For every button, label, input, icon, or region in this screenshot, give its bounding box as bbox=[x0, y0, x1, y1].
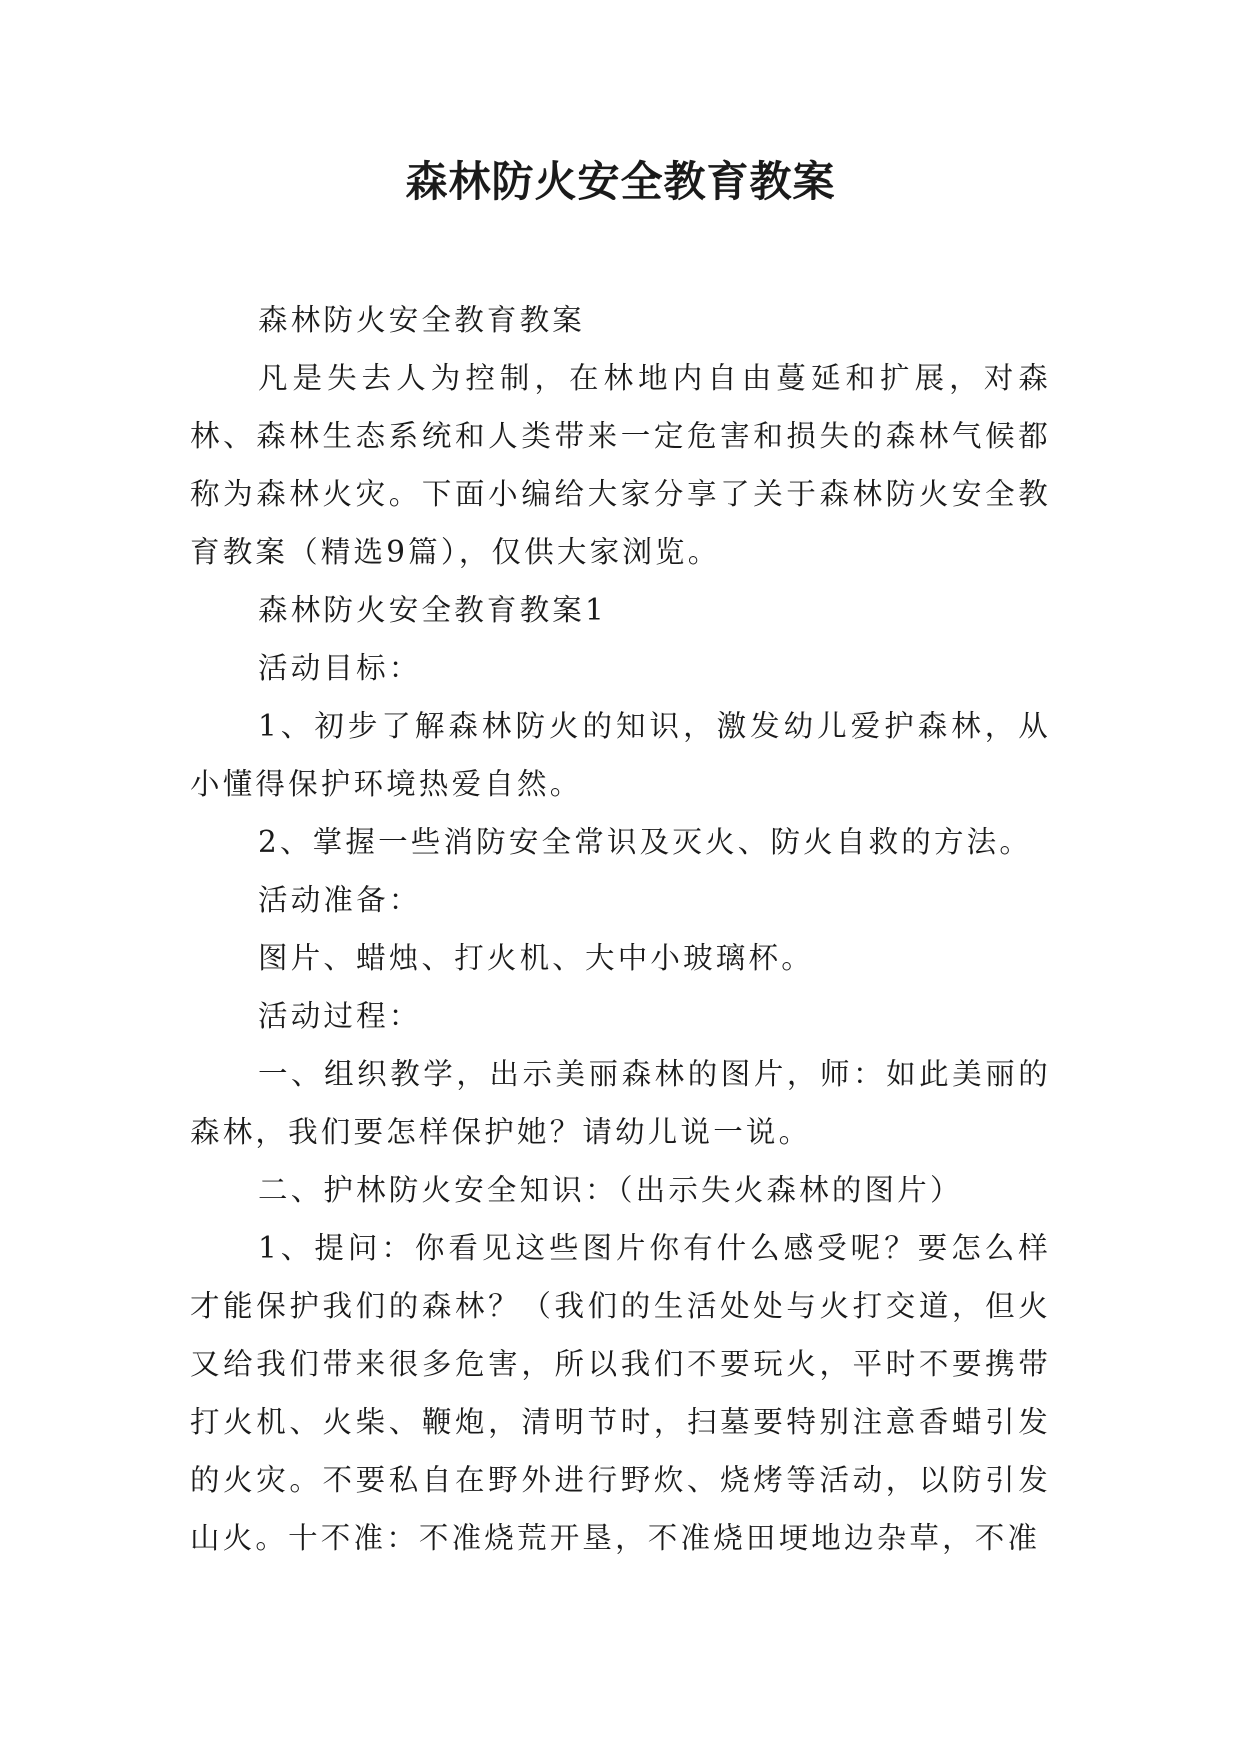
paragraph-step-2: 二、护林防火安全知识：（出示失火森林的图片） bbox=[258, 1173, 963, 1207]
paragraph-preparation-items: 图片、蜡烛、打火机、大中小玻璃杯。 bbox=[258, 941, 814, 975]
paragraph-subtitle: 森林防火安全教育教案 bbox=[258, 303, 586, 337]
paragraph-preparation-heading: 活动准备： bbox=[258, 883, 422, 917]
document-body bbox=[190, 291, 1051, 1567]
paragraph-goal-1: 1、初步了解森林防火的知识，激发幼儿爱护森林，从小懂得保护环境热爱自然。 bbox=[190, 709, 1051, 801]
paragraph-step-1: 一、组织教学，出示美丽森林的图片，师：如此美丽的森林，我们要怎样保护她？请幼儿说一说。 bbox=[190, 1057, 1051, 1149]
paragraph-process-heading: 活动过程： bbox=[258, 999, 422, 1033]
paragraph-intro: 凡是失去人为控制，在林地内自由蔓延和扩展，对森林、森林生态系统和人类带来一定危害和损失的森林气候都称为森林火灾。下面小编给大家分享了关于森林防火安全教育教案（精选9篇），仅供大家浏览。 bbox=[190, 361, 1051, 569]
paragraph-section-heading: 森林防火安全教育教案1 bbox=[258, 593, 607, 627]
paragraph-goal-2: 2、掌握一些消防安全常识及灭火、防火自救的方法。 bbox=[258, 825, 1033, 859]
paragraph-goals-heading: 活动目标： bbox=[258, 651, 422, 685]
paragraph-question: 1、提问：你看见这些图片你有什么感受呢？要怎么样才能保护我们的森林？（我们的生活处处与火打交道，但火又给我们带来很多危害，所以我们不要玩火，平时不要携带打火机、火柴、鞭炮，清明节时，扫墓要特别注意香蜡引发的火灾。不要私自在野外进行野炊、烧烤等活动，以防引发山火。十不准：不准烧荒开垦，不准烧田埂地边杂草，不准 bbox=[190, 1231, 1051, 1555]
document-title: 森林防火安全教育教案 bbox=[405, 157, 836, 206]
